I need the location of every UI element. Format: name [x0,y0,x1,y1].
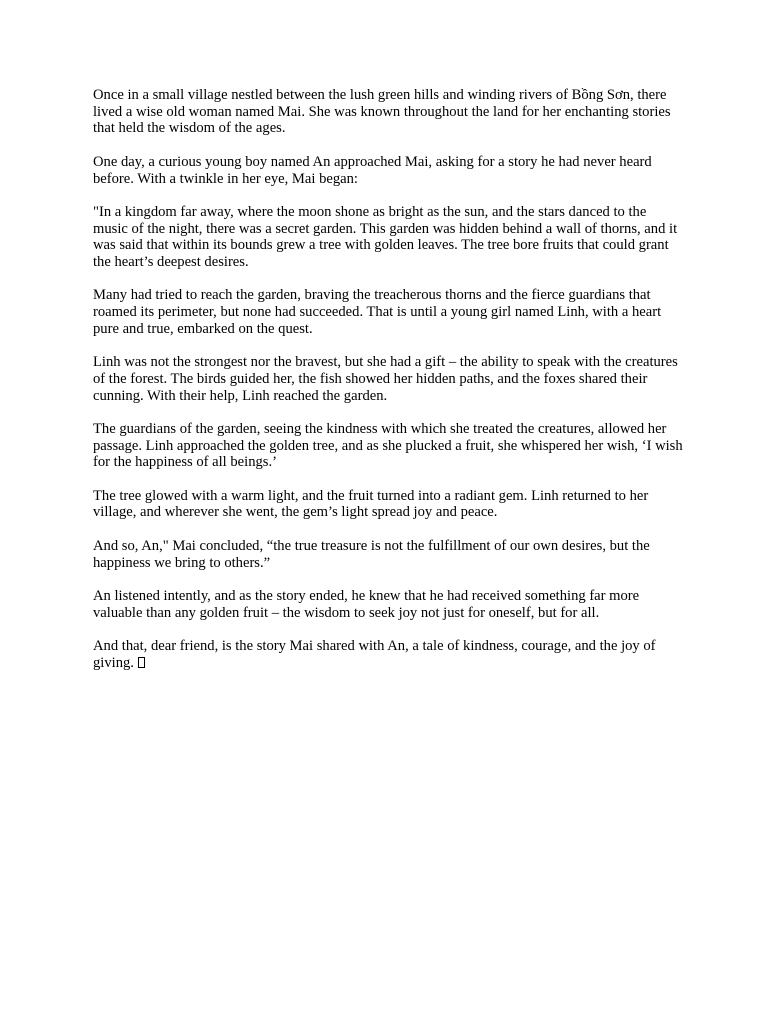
paragraph-10-text: And that, dear friend, is the story Mai shared with An, a tale of kindness, courage, and the joy of giving. [93,638,656,671]
paragraph-7: The tree glowed with a warm light, and the fruit turned into a radiant gem. Linh returned to her village, and wherever she went, the gem’s light spread joy and peace. [93,487,649,521]
paragraph-1: Once in a small village nestled between the lush green hills and winding rivers of Bồng Sơn, there lived a wise old woman named Mai. She was known throughout the land for her enchanting stories that held the wisdom of the ages. [93,87,671,137]
paragraph-5: Linh was not the strongest nor the bravest, but she had a gift – the ability to speak with the creatures of the forest. The birds guided her, the fish showed her hidden paths, and the foxes shared their cunning. With their help, Linh reached the garden. [93,354,678,404]
story-text [93,87,683,688]
paragraph-10 [93,638,683,671]
missing-glyph-icon [138,657,145,668]
paragraph-9: An listened intently, and as the story ended, he knew that he had received something far more valuable than any golden fruit – the wisdom to seek joy not just for oneself, but for all. [93,587,640,621]
paragraph-3: "In a kingdom far away, where the moon shone as bright as the sun, and the stars danced to the music of the night, there was a secret garden. This garden was hidden behind a wall of thorns, and it was said that within its bounds grew a tree with golden leaves. The tree bore fruits that could grant the heart’s deepest desires. [93,203,678,270]
paragraph-6: The guardians of the garden, seeing the kindness with which she treated the creatures, allowed her passage. Linh approached the golden tree, and as she plucked a fruit, she whispered her wish, ‘I wish for the happiness of all beings.’ [93,420,683,471]
paragraph-4: Many had tried to reach the garden, braving the treacherous thorns and the fierce guardians that roamed its perimeter, but none had succeeded. That is until a young girl named Linh, with a heart pure and true, embarked on the quest. [93,287,662,337]
paragraph-2: One day, a curious young boy named An approached Mai, asking for a story he had never heard before. With a twinkle in her eye, Mai began: [93,153,652,187]
paragraph-8: And so, An," Mai concluded, “the true treasure is not the fulfillment of our own desires, but the happiness we bring to others.” [93,537,650,571]
